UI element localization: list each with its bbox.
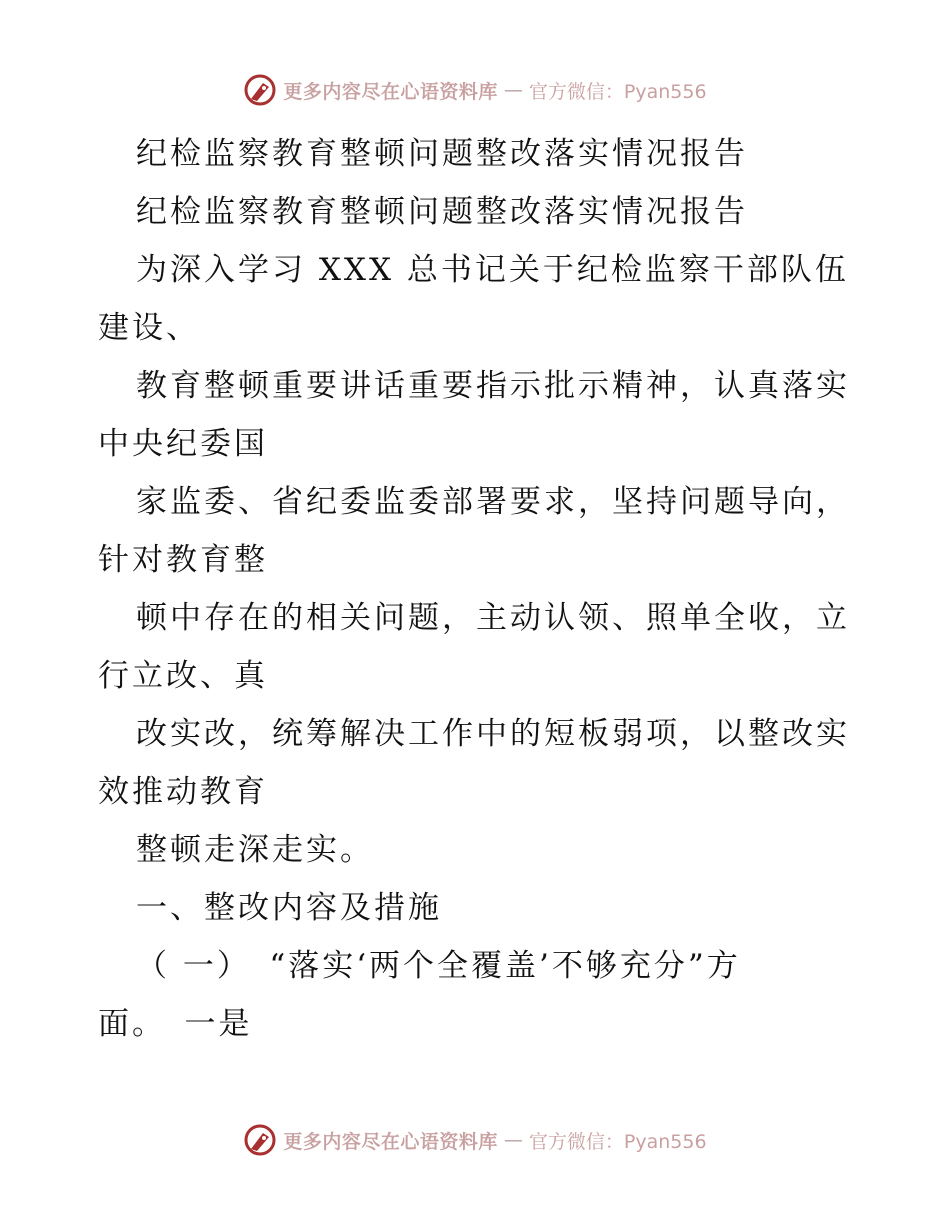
paragraph-line: 行立改、真 <box>98 658 268 694</box>
watermark-contact-text: 官方微信：Pyan556 <box>528 80 707 103</box>
watermark-contact-text: 官方微信：Pyan556 <box>528 1130 707 1153</box>
paragraph-line: 建设、 <box>98 310 200 346</box>
paragraph-line: 面。 一是 <box>98 1006 253 1042</box>
document-title: 纪检监察教育整顿问题整改落实情况报告 <box>136 136 748 172</box>
pen-nib-icon <box>243 1123 277 1157</box>
paragraph-line: 针对教育整 <box>98 542 268 578</box>
subsection-heading: （ 一） “落实‘两个全覆盖’不够充分”方 <box>136 948 741 984</box>
paragraph-line: 效推动教育 <box>98 774 268 810</box>
watermark-group <box>243 1123 706 1157</box>
watermark-dash: — <box>503 79 523 101</box>
paragraph-line: 中央纪委国 <box>98 426 268 462</box>
watermark-site-text: 更多内容尽在心语资料库 <box>283 1130 498 1153</box>
header-watermark <box>0 70 950 110</box>
watermark-site-text: 更多内容尽在心语资料库 <box>283 80 498 103</box>
watermark-group <box>243 73 706 107</box>
paragraph-line: 整顿走深走实。 <box>136 832 374 868</box>
paragraph-line: 改实改，统筹解决工作中的短板弱项，以整改实 <box>136 716 850 752</box>
pen-nib-icon <box>243 73 277 107</box>
paragraph-line: 教育整顿重要讲话重要指示批示精神，认真落实 <box>136 368 850 404</box>
footer-watermark <box>0 1120 950 1160</box>
paragraph-line: 顿中存在的相关问题，主动认领、照单全收，立 <box>136 600 850 636</box>
watermark-dash: — <box>503 1129 523 1151</box>
paragraph-line: 为深入学习 XXX 总书记关于纪检监察干部队伍 <box>136 252 849 288</box>
document-body <box>98 125 868 1053</box>
paragraph-line: 家监委、省纪委监委部署要求，坚持问题导向， <box>136 484 850 520</box>
document-subtitle: 纪检监察教育整顿问题整改落实情况报告 <box>136 194 748 230</box>
section-heading: 一、整改内容及措施 <box>136 890 442 926</box>
